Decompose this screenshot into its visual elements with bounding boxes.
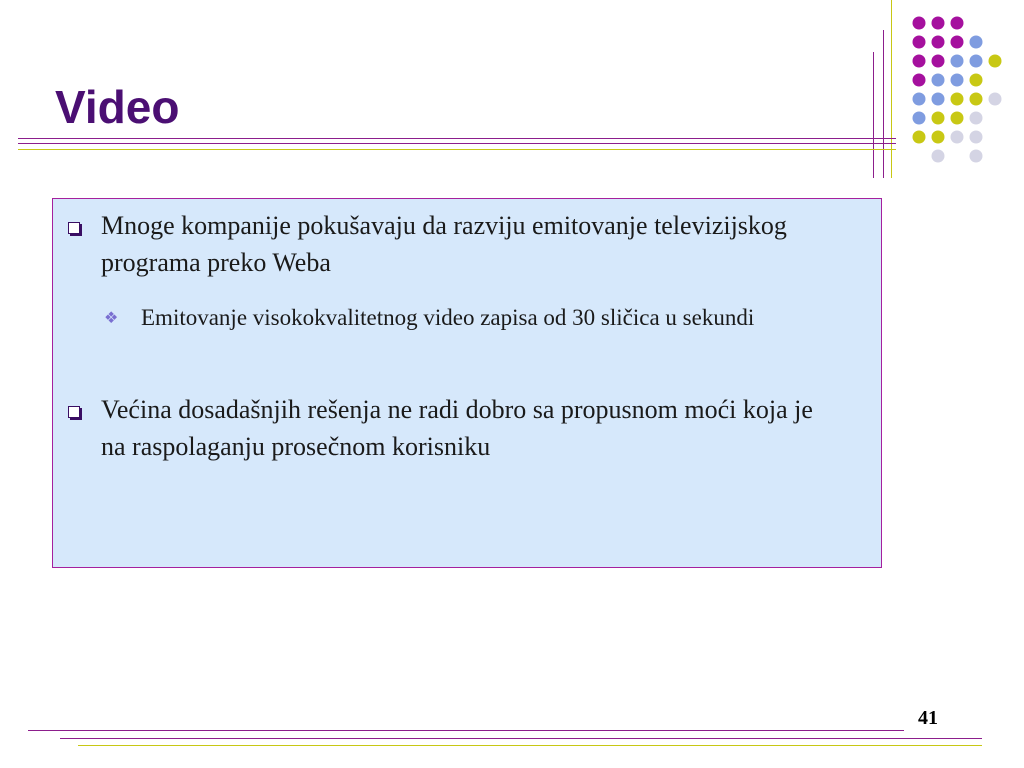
decor-dot [932, 131, 945, 144]
bullet-text-1: Mnoge kompanije pokušavaju da razviju emitovanje televizijskog programa preko Weba [101, 211, 787, 277]
title-underline-purple [18, 138, 896, 139]
decor-dot [913, 74, 926, 87]
decor-vline-1 [873, 52, 874, 178]
bullet-item-1 [101, 207, 831, 281]
decor-dot [913, 112, 926, 125]
content-box [52, 198, 882, 568]
footer-line-yellow [78, 745, 982, 746]
decor-dot [970, 150, 983, 163]
decor-dot [932, 112, 945, 125]
decor-dot [989, 55, 1002, 68]
decor-dot [932, 36, 945, 49]
title-underline-yellow [18, 149, 896, 150]
bullet-item-3 [101, 391, 831, 465]
decor-dot [932, 55, 945, 68]
decor-dot [913, 131, 926, 144]
decor-dot [970, 55, 983, 68]
decor-dot [989, 93, 1002, 106]
decor-vline-3 [891, 0, 892, 178]
decor-dot [970, 36, 983, 49]
hollow-square-bullet-icon [68, 406, 80, 418]
decor-dot [970, 74, 983, 87]
decor-dot [913, 93, 926, 106]
decor-dot [913, 55, 926, 68]
decor-dot [951, 131, 964, 144]
decor-vline-2 [883, 30, 884, 178]
decor-dot [932, 93, 945, 106]
page-number: 41 [918, 707, 938, 729]
footer-line-purple-2 [60, 738, 982, 739]
decor-dot [970, 93, 983, 106]
slide-title: Video [55, 81, 180, 133]
decor-dot [951, 112, 964, 125]
decor-dot [932, 17, 945, 30]
bullet-text-2: Emitovanje visokokvalitetnog video zapisa od 30 sličica u sekundi [141, 305, 755, 330]
decor-dot [913, 17, 926, 30]
decor-dot [913, 36, 926, 49]
decor-dot [951, 36, 964, 49]
decor-dot [932, 74, 945, 87]
title-underline-purple-2 [18, 143, 896, 144]
decor-dot [932, 150, 945, 163]
hollow-square-bullet-icon [68, 222, 80, 234]
decor-dot [970, 131, 983, 144]
bullet-text-3: Većina dosadašnjih rešenja ne radi dobro sa propusnom moći koja je na raspolaganju prosečnom korisniku [101, 395, 813, 461]
diamond-bullet-icon: ❖ [104, 308, 119, 327]
decor-dot [951, 17, 964, 30]
decor-dot [951, 93, 964, 106]
decor-dot [951, 55, 964, 68]
decor-dot [951, 74, 964, 87]
decor-dot [970, 112, 983, 125]
bullet-item-2 [104, 301, 831, 334]
footer-line-purple [28, 730, 904, 731]
